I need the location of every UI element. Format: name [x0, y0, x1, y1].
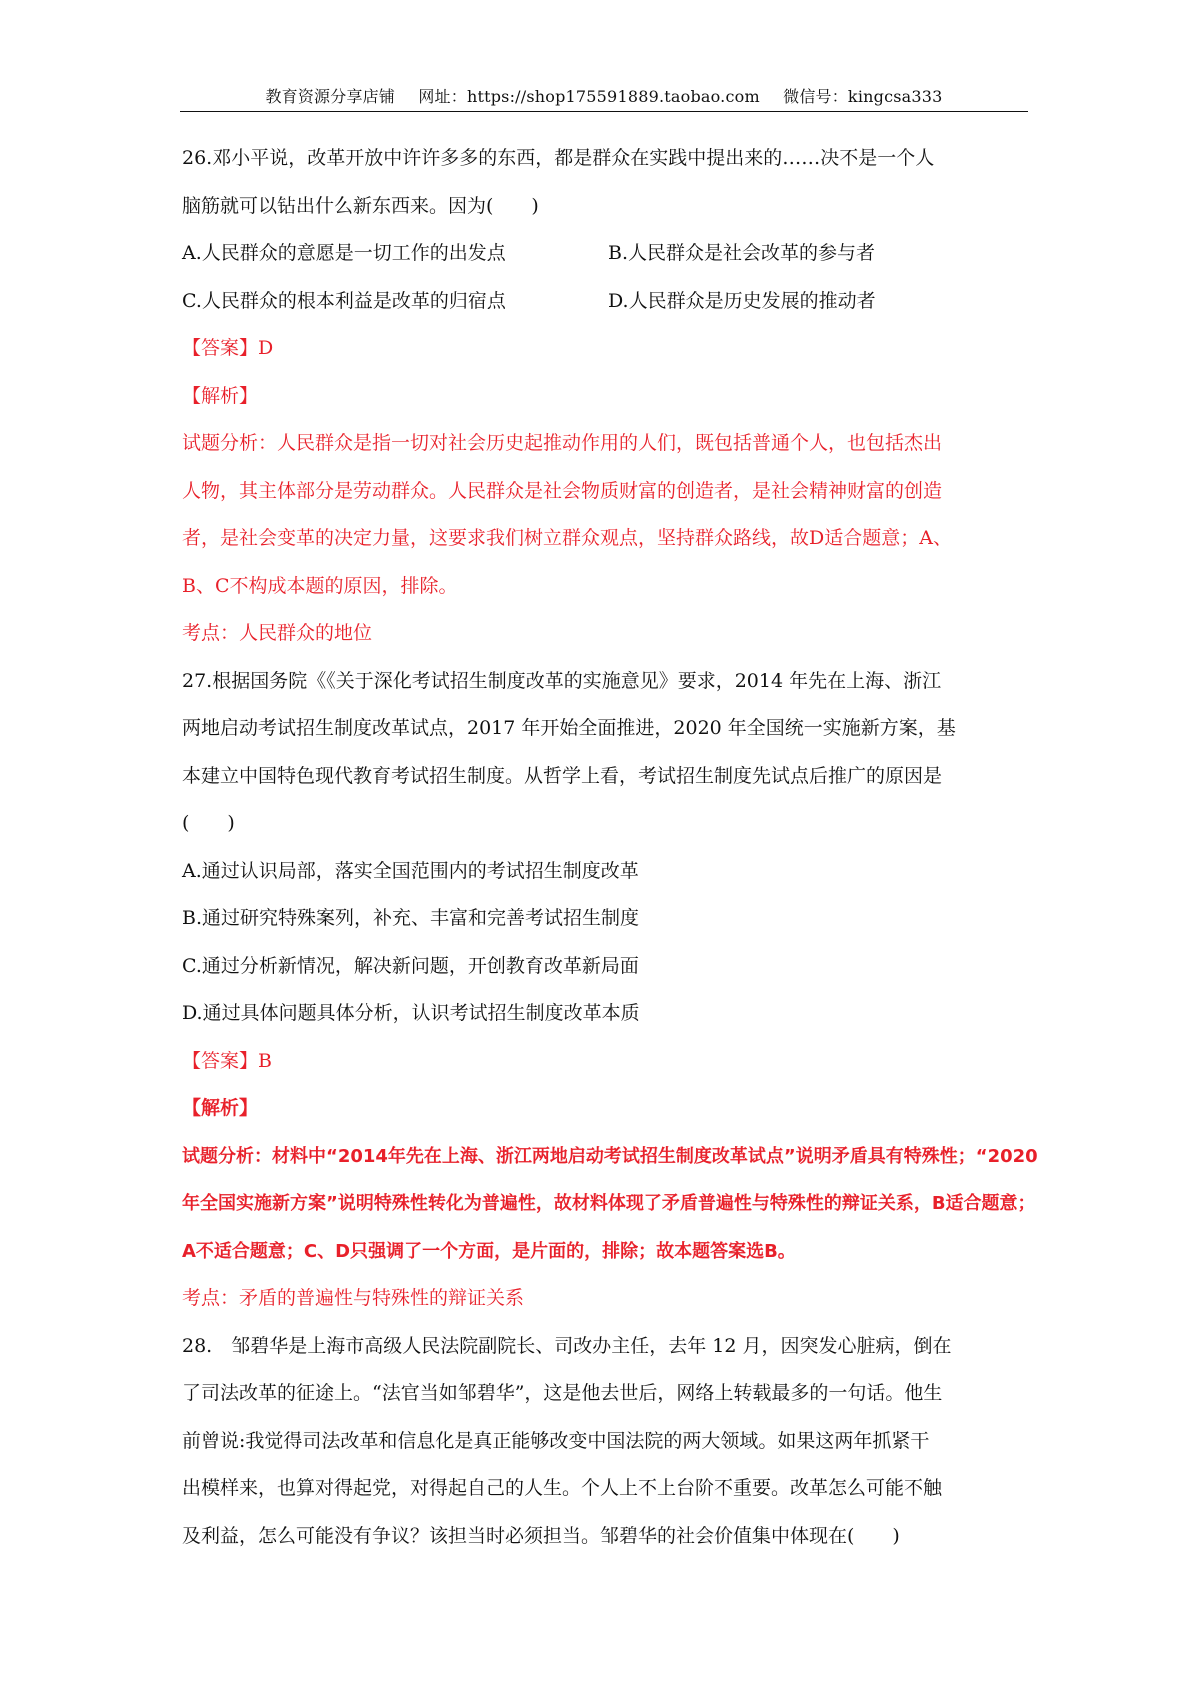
option-c: C.通过分析新情况，解决新问题，开创教育改革新局面: [182, 954, 639, 977]
analysis-line: A不适合题意；C、D只强调了一个方面，是片面的，排除；故本题答案选B。: [182, 1240, 796, 1262]
option-a: A.人民群众的意愿是一切工作的出发点: [182, 242, 506, 264]
option-c: C.人民群众的根本利益是改革的归宿点: [182, 289, 506, 312]
question-stem-line: 脑筋就可以钻出什么新东西来。因为( ): [182, 194, 539, 217]
option-row: [182, 241, 1182, 266]
analysis-label: 【解析】: [182, 384, 259, 407]
analysis-line: B、C不构成本题的原因，排除。: [182, 574, 458, 597]
analysis-label: 【解析】: [182, 1097, 259, 1119]
header-url: 网址：https://shop175591889.taobao.com: [418, 87, 760, 106]
option-d: D.人民群众是历史发展的推动者: [608, 289, 876, 312]
question-stem-line: 出模样来，也算对得起党，对得起自己的人生。个人上不上台阶不重要。改革怎么可能不触: [182, 1477, 943, 1499]
document-body: [182, 146, 1182, 1571]
header-wechat: 微信号：kingcsa333: [783, 87, 943, 106]
option-b: B.通过研究特殊案列，补充、丰富和完善考试招生制度: [182, 907, 640, 929]
option-b: B.人民群众是社会改革的参与者: [608, 242, 876, 264]
question-stem-line: 本建立中国特色现代教育考试招生制度。从哲学上看，考试招生制度先试点后推广的原因是: [182, 764, 943, 787]
page-header: [180, 86, 1028, 108]
question-stem-line: 两地启动考试招生制度改革试点，2017 年开始全面推进，2020 年全国统一实施新方案，基: [182, 717, 956, 739]
question-stem-line: 前曾说:我觉得司法改革和信息化是真正能够改变中国法院的两大领域。如果这两年抓紧干: [182, 1429, 930, 1452]
analysis-line: 年全国实施新方案”说明特殊性转化为普遍性，故材料体现了矛盾普遍性与特殊性的辩证关系，B适合题意；: [182, 1193, 1036, 1214]
header-divider: [180, 111, 1028, 112]
question-26: [182, 146, 1182, 646]
option-a: A.通过认识局部，落实全国范围内的考试招生制度改革: [182, 859, 639, 882]
question-27: [182, 669, 1182, 1312]
question-stem-line: 26.邓小平说，改革开放中许许多多的东西，都是群众在实践中提出来的……决不是一个人: [182, 147, 935, 169]
question-stem-line: 27.根据国务院《《关于深化考试招生制度改革的实施意见》要求，2014 年先在上海、浙江: [182, 669, 942, 692]
answer-label: 【答案】D: [182, 337, 274, 359]
knowledge-point: 考点：人民群众的地位: [182, 622, 373, 644]
answer-label: 【答案】B: [182, 1049, 272, 1072]
analysis-line: 试题分析：材料中“2014年先在上海、浙江两地启动考试招生制度改革试点”说明矛盾具有特殊性；“2020: [182, 1145, 1038, 1167]
question-stem-line: 及利益，怎么可能没有争议？该担当时必须担当。邹碧华的社会价值集中体现在( ): [182, 1524, 900, 1547]
option-row: [182, 289, 1182, 314]
analysis-line: 者，是社会变革的决定力量，这要求我们树立群众观点，坚持群众路线，故D适合题意；A、: [182, 527, 952, 549]
analysis-line: 人物，其主体部分是劳动群众。人民群众是社会物质财富的创造者，是社会精神财富的创造: [182, 479, 943, 502]
question-stem-line: ( ): [182, 812, 235, 834]
question-stem-line: 了司法改革的征途上。“法官当如邹碧华”，这是他去世后，网络上转载最多的一句话。他生: [182, 1382, 943, 1404]
option-d: D.通过具体问题具体分析，认识考试招生制度改革本质: [182, 1002, 640, 1024]
header-shop: 教育资源分享店铺: [265, 87, 396, 106]
question-28: [182, 1334, 1182, 1549]
question-stem-line: 28. 邹碧华是上海市高级人民法院副院长、司改办主任，去年 12 月，因突发心脏病，倒在: [182, 1334, 952, 1357]
analysis-line: 试题分析：人民群众是指一切对社会历史起推动作用的人们，既包括普通个人，也包括杰出: [182, 432, 943, 454]
knowledge-point: 考点：矛盾的普遍性与特殊性的辩证关系: [182, 1287, 525, 1309]
